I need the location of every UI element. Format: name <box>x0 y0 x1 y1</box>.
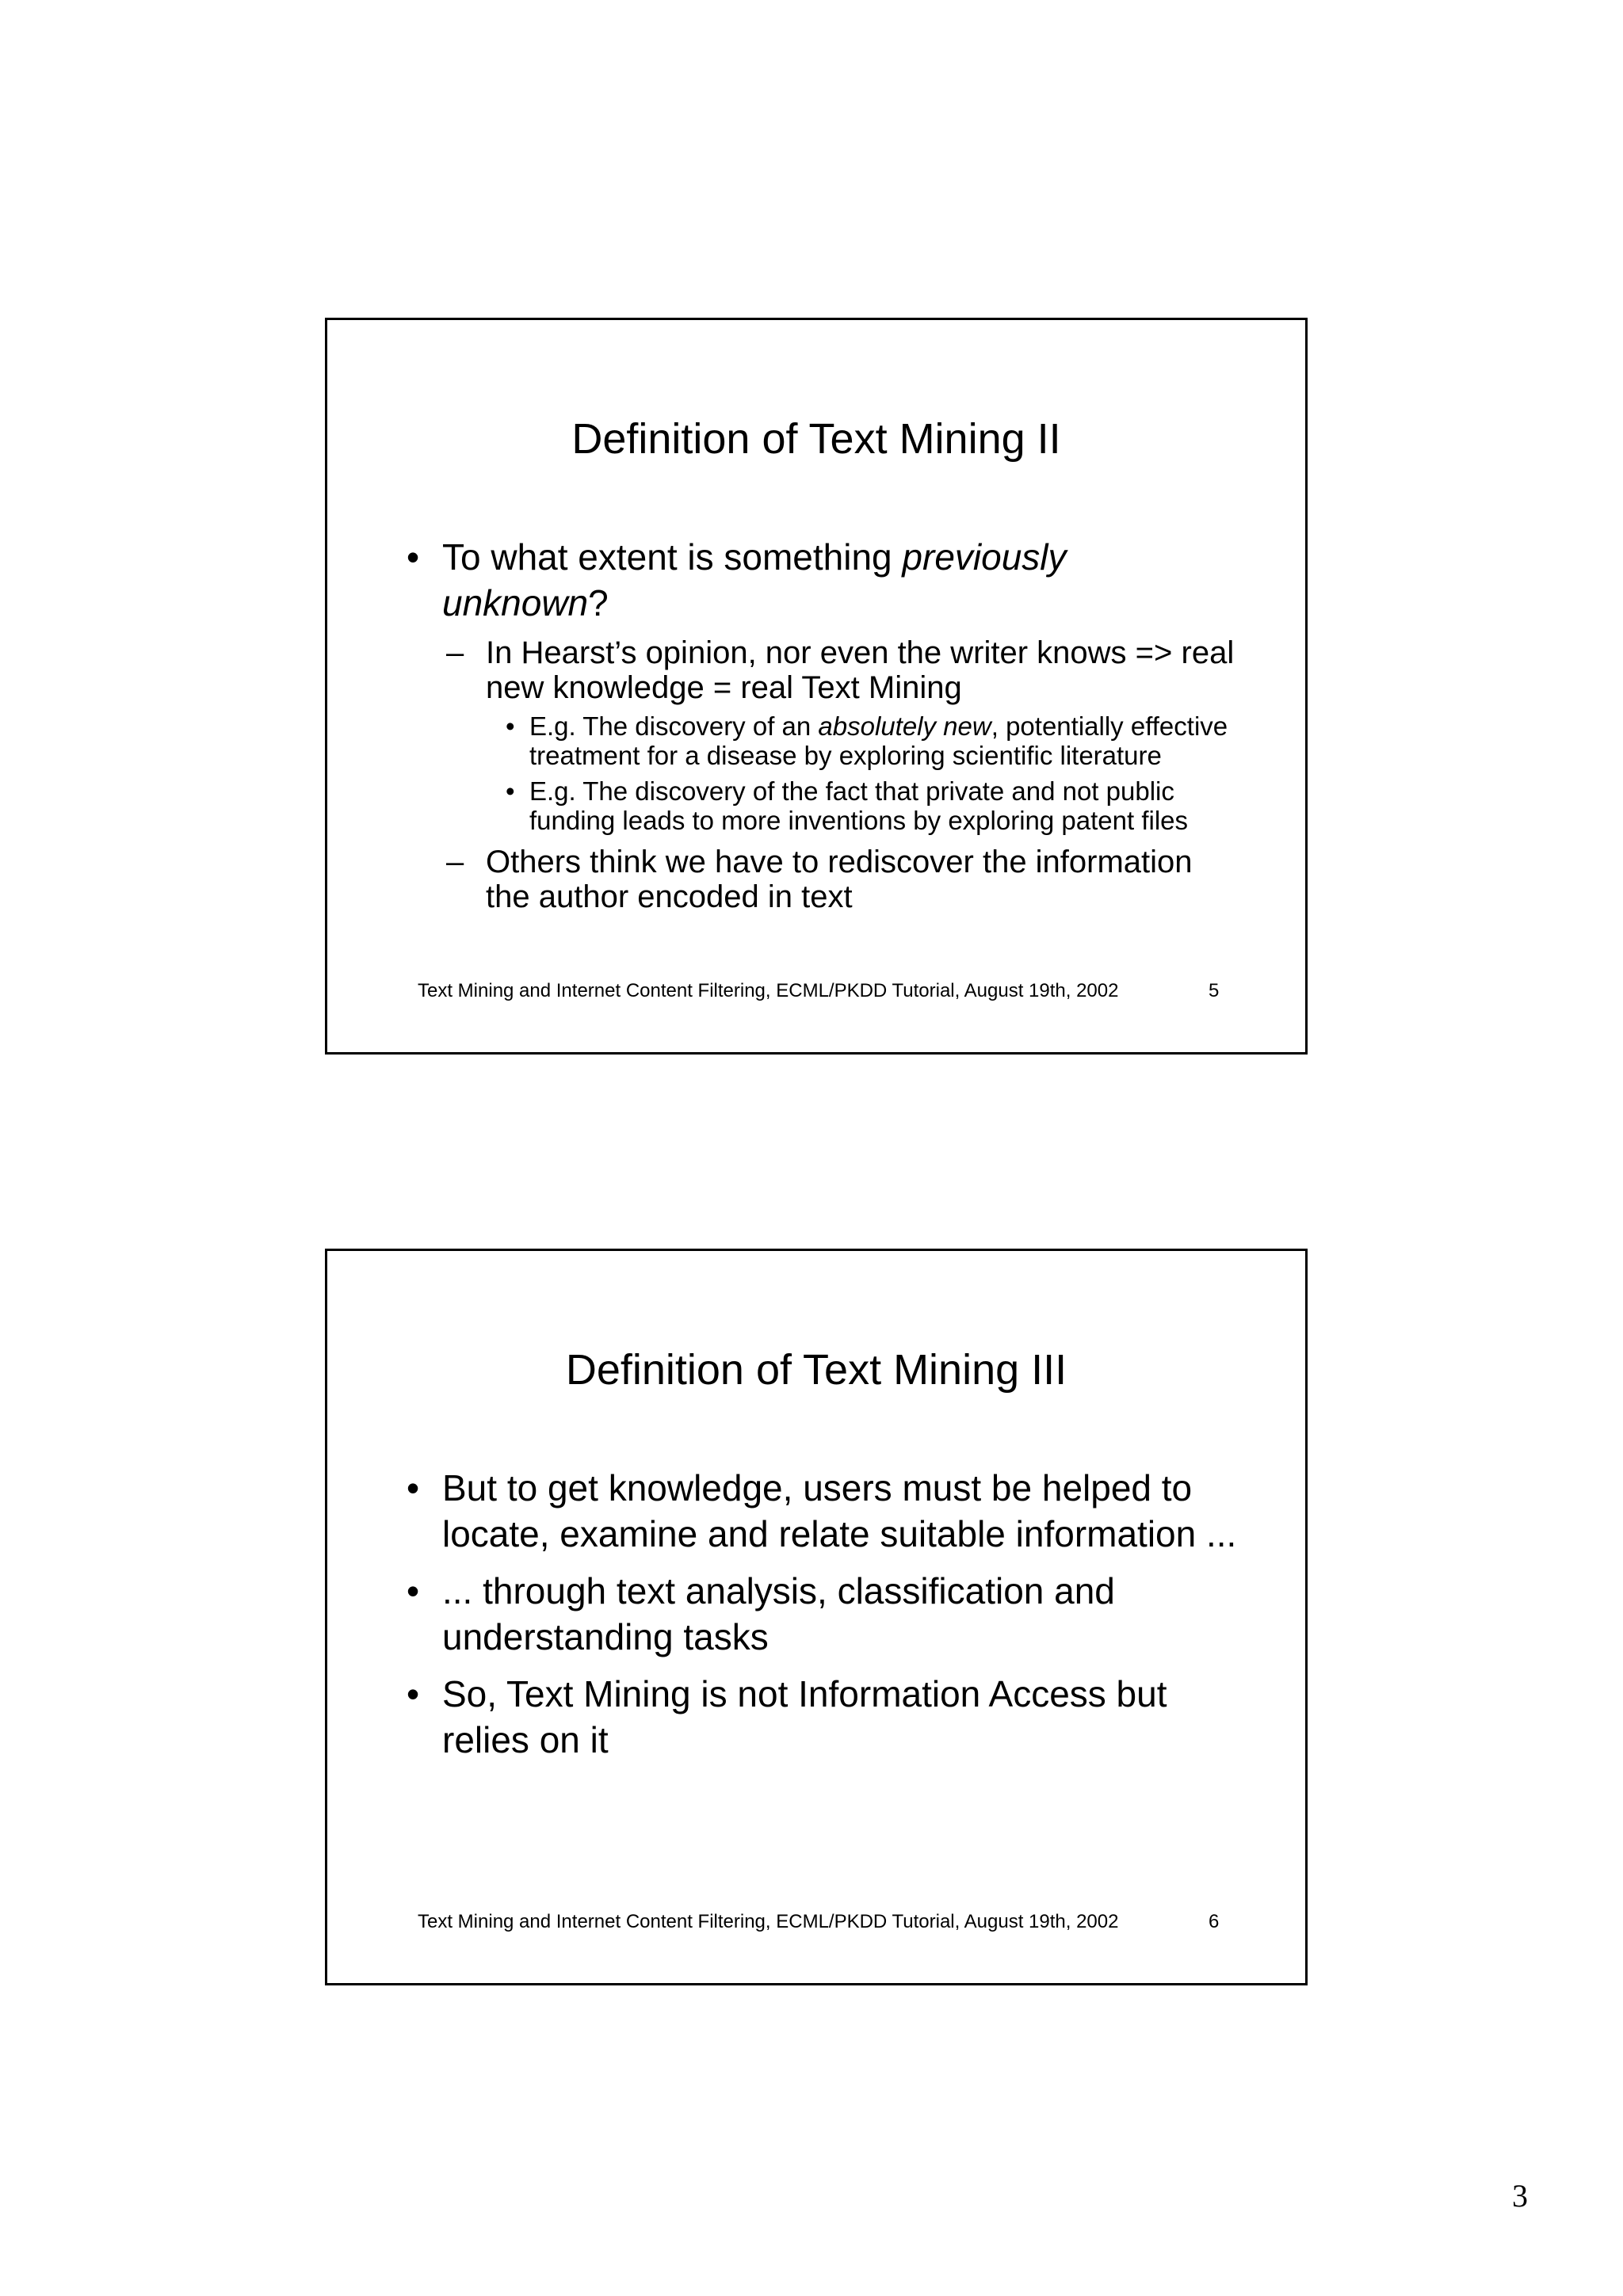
bullet-text: To what extent is something <box>442 536 903 578</box>
slide-footer: Text Mining and Internet Content Filtering, ECML/PKDD Tutorial, August 19th, 2002 <box>418 980 1119 1001</box>
slide-title: Definition of Text Mining III <box>565 1346 1067 1394</box>
dash-icon: – <box>446 845 464 879</box>
bullet-text: So, Text Mining is not Information Access but relies on it <box>442 1673 1167 1760</box>
bullet-item <box>407 1568 1239 1660</box>
bullet-icon: • <box>506 776 515 806</box>
sub-sub-bullet-text: E.g. The discovery of an <box>529 711 819 741</box>
bullet-icon: • <box>407 1570 420 1611</box>
slide-footer: Text Mining and Internet Content Filtering, ECML/PKDD Tutorial, August 19th, 2002 <box>418 1911 1119 1932</box>
dash-icon: – <box>446 635 464 670</box>
bullet-text: But to get knowledge, users must be helped to locate, examine and relate suitable information ... <box>442 1467 1237 1554</box>
bullet-text-end: ? <box>588 582 609 624</box>
bullet-icon: • <box>506 711 515 741</box>
slide-content <box>407 534 1239 914</box>
bullet-item <box>407 534 1239 626</box>
sub-sub-bullet-text-end: , potentially effective treatment for a disease by exploring scientific literature <box>529 711 1228 770</box>
bullet-icon: • <box>407 536 420 578</box>
bullet-item <box>407 1671 1239 1763</box>
slide-content <box>407 1465 1239 1774</box>
sub-sub-bullet-item <box>407 711 1239 770</box>
slide-number: 6 <box>1209 1911 1220 1932</box>
slide-6 <box>325 1249 1308 1985</box>
sub-sub-bullet-italic: absolutely new <box>818 711 991 741</box>
slide-5 <box>325 318 1308 1055</box>
bullet-icon: • <box>407 1467 420 1508</box>
slide-title: Definition of Text Mining II <box>571 415 1061 463</box>
sub-bullet-text: In Hearst’s opinion, nor even the writer knows => real new knowledge = real Text Mining <box>486 635 1235 705</box>
bullet-item <box>407 1465 1239 1557</box>
bullet-text: ... through text analysis, classification and understanding tasks <box>442 1570 1115 1657</box>
bullet-icon: • <box>407 1673 420 1714</box>
sub-sub-bullet-text: E.g. The discovery of the fact that private and not public funding leads to more inventions by exploring patent files <box>529 776 1189 835</box>
sub-bullet-item <box>407 845 1239 914</box>
page-number: 3 <box>1512 2178 1528 2214</box>
slide-number: 5 <box>1209 980 1220 1001</box>
sub-sub-bullet-item <box>407 776 1239 835</box>
bullet-text-italic: previously unknown <box>442 536 1067 624</box>
sub-bullet-text: Others think we have to rediscover the information the author encoded in text <box>486 845 1193 914</box>
sub-bullet-item <box>407 635 1239 705</box>
